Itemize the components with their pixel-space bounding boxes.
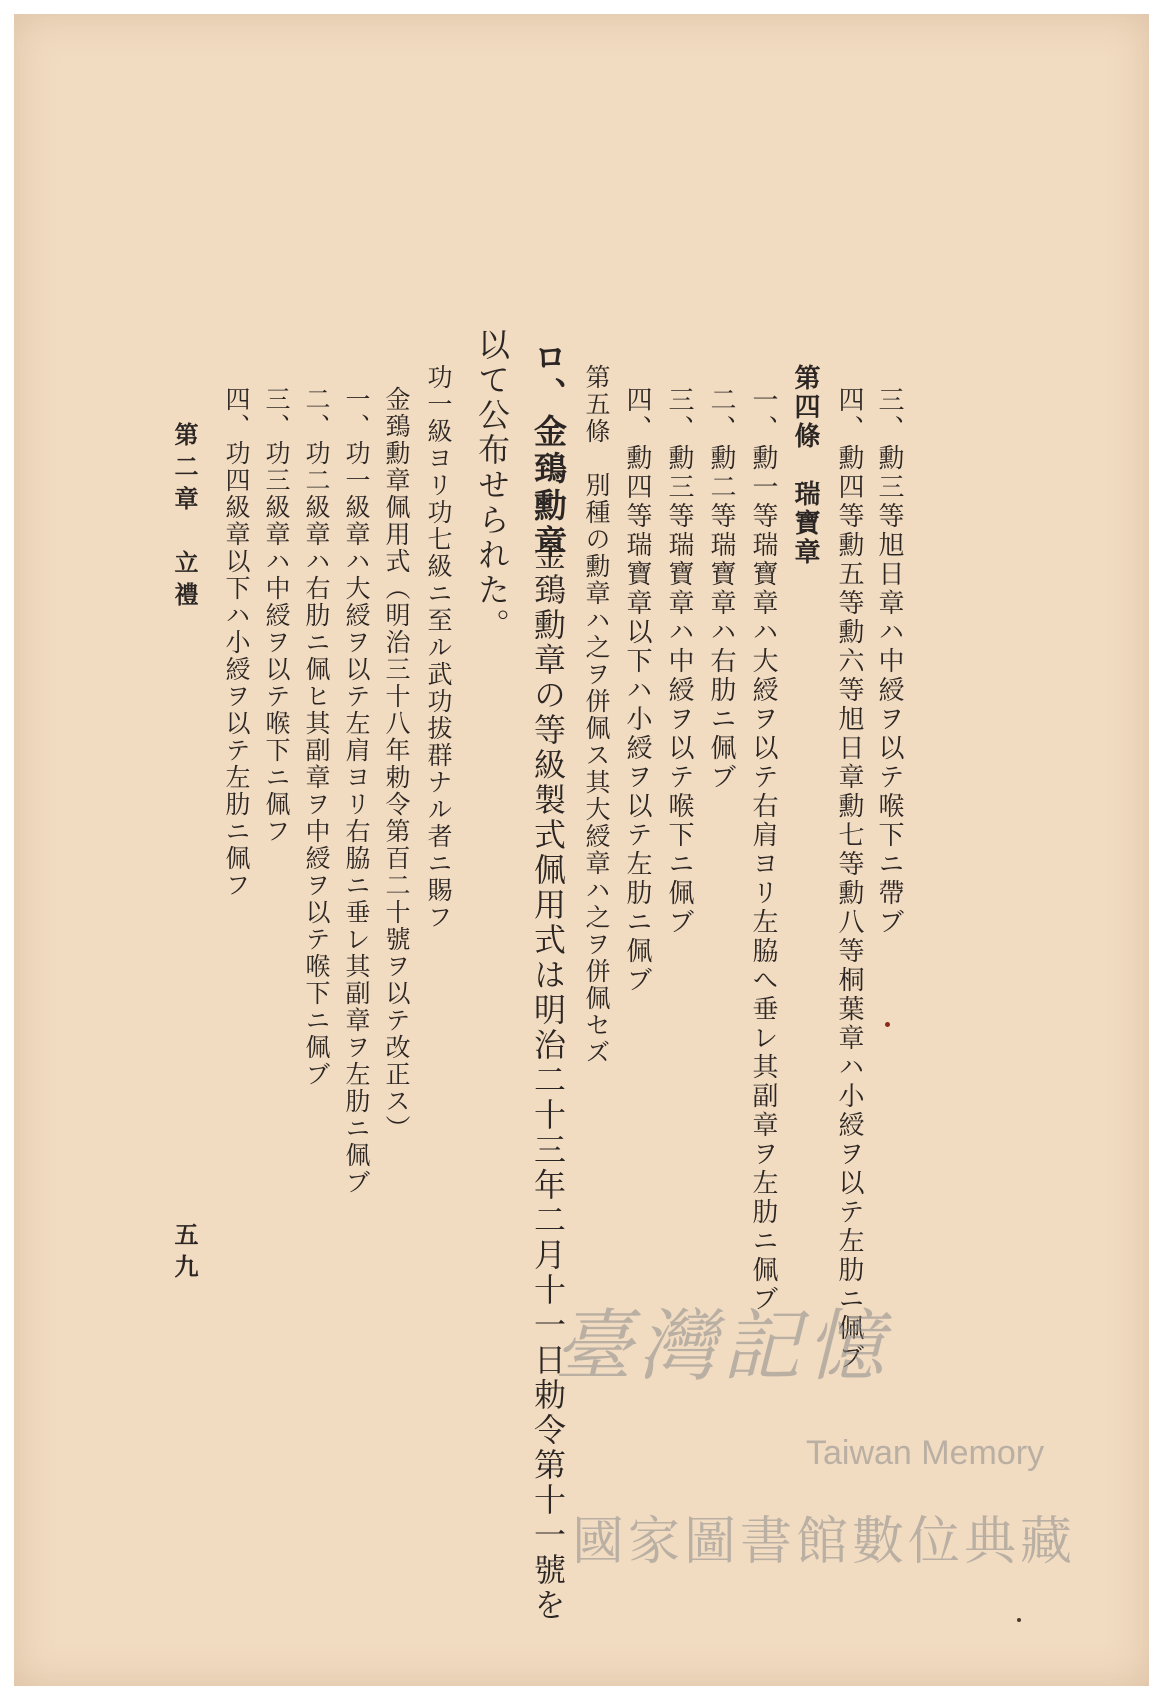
text-column: 一、勳一等瑞寶章ハ大綬ヲ以テ右肩ヨリ左脇へ垂レ其副章ヲ左肋ニ佩ブ bbox=[748, 386, 778, 1314]
page-number: 五九 bbox=[170, 1222, 199, 1286]
watermark-title: 臺灣記憶 bbox=[554, 1302, 891, 1392]
ink-speck bbox=[885, 1022, 890, 1027]
ink-speck bbox=[1017, 1618, 1021, 1622]
text-column: 一、功一級章ハ大綬ヲ以テ左肩ヨリ右脇ニ垂レ其副章ヲ左肋ニ佩ブ bbox=[342, 386, 371, 1196]
text-column: 功一級ヨリ功七級ニ至ル武功拔群ナル者ニ賜フ bbox=[424, 364, 453, 931]
text-column: 三、勳三等瑞寶章ハ中綬ヲ以テ喉下ニ佩ブ bbox=[664, 386, 694, 937]
text-column: 四、功四級章以下ハ小綬ヲ以テ左肋ニ佩フ bbox=[222, 386, 251, 899]
text-column: 金鵄勳章佩用式（明治三十八年勅令第百二十號ヲ以テ改正ス） bbox=[382, 386, 411, 1142]
section-heading: 第五條 別種の勳章ハ之ヲ併佩ス其大綬章ハ之ヲ併佩セズ bbox=[582, 364, 611, 1066]
text-column: 以て公布せられた。 bbox=[473, 328, 511, 643]
text-column: 二、功二級章ハ右肋ニ佩ヒ其副章ヲ中綬ヲ以テ喉下ニ佩ブ bbox=[302, 386, 331, 1088]
watermark-english: Taiwan Memory bbox=[806, 1434, 1045, 1472]
text-column: 四、勳四等瑞寶章以下ハ小綬ヲ以テ左肋ニ佩ブ bbox=[622, 386, 652, 995]
text-column: 四、勳四等勳五等勳六等旭日章勳七等勳八等桐葉章ハ小綬ヲ以テ左肋ニ佩ブ bbox=[834, 386, 864, 1372]
text-column: 金鵄勳章の等級製式佩用式は明治二十三年二月十一日勅令第十一號を bbox=[529, 538, 567, 1623]
watermark bbox=[554, 1284, 1114, 1604]
document-page bbox=[14, 14, 1149, 1686]
text-column: 三、勳三等旭日章ハ中綬ヲ以テ喉下ニ帶ブ bbox=[874, 386, 904, 937]
text-column: 二、勳二等瑞寶章ハ右肋ニ佩ブ bbox=[706, 386, 736, 792]
section-heading: 第四條 瑞寶章 bbox=[790, 364, 820, 567]
chapter-footer: 第二章 立禮 bbox=[170, 422, 199, 614]
subsection-title: ロ、金鵄勳章 bbox=[529, 340, 568, 562]
watermark-subtitle: 國家圖書館數位典藏 bbox=[572, 1512, 1077, 1572]
text-column: 三、功三級章ハ中綬ヲ以テ喉下ニ佩フ bbox=[262, 386, 291, 845]
